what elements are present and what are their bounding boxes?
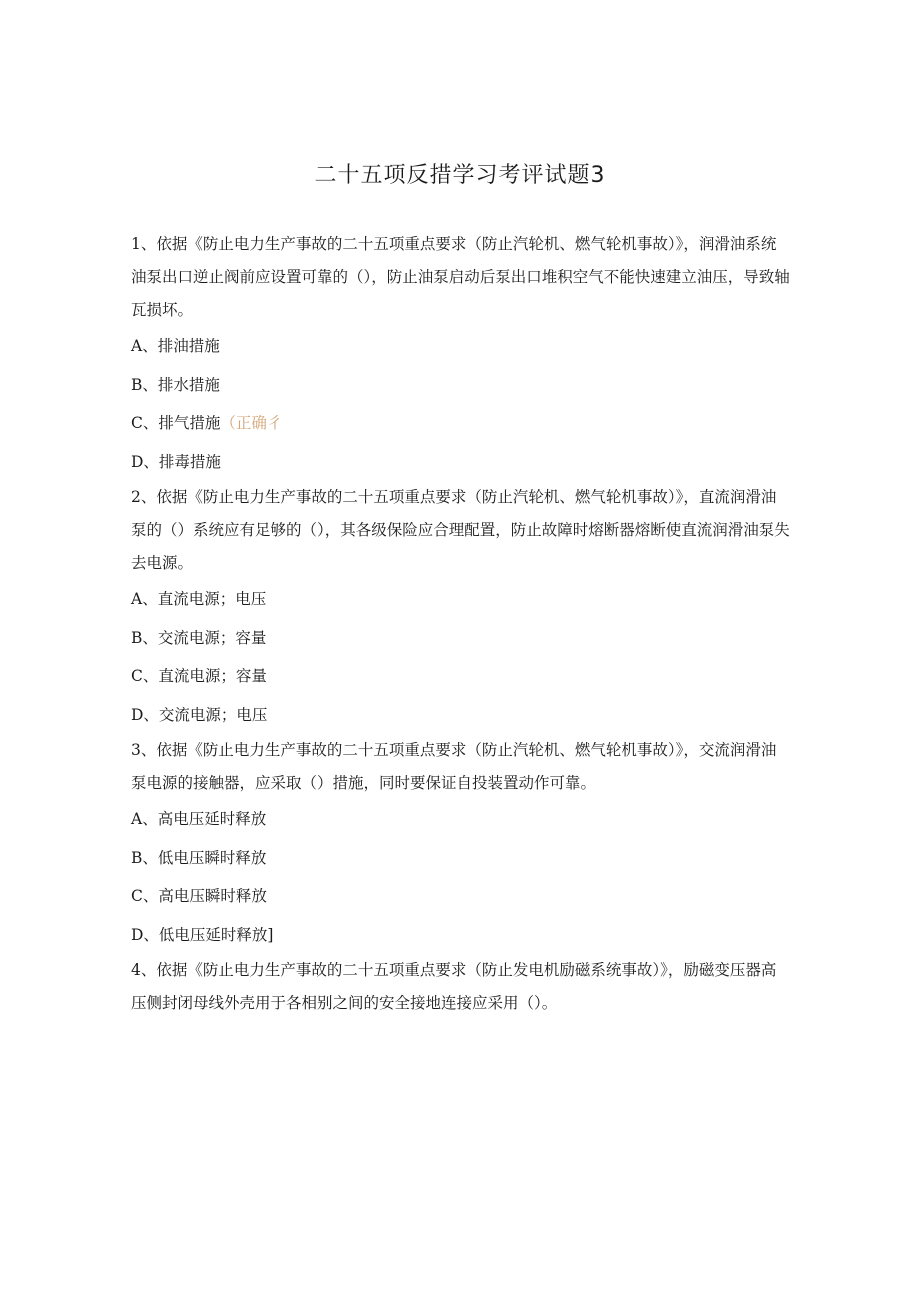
- question-3: [131, 734, 791, 954]
- option-c: C、高电压瞬时释放: [131, 887, 267, 905]
- question-list: [131, 228, 791, 1020]
- page-title: 二十五项反措学习考评试题3: [314, 163, 606, 188]
- option-a: A、排油措施: [131, 337, 220, 355]
- question-1: [131, 228, 791, 481]
- option-b: B、交流电源；容量: [131, 628, 267, 647]
- option-d: D、排毒措施: [131, 452, 221, 471]
- question-text: 3、依据《防止电力生产事故的二十五项重点要求（防止汽轮机、燃气轮机事故）》，交流润滑油泵电源的接触器，应采取（）措施，同时要保证自投装置动作可靠。: [131, 741, 777, 792]
- option-a: A、直流电源；电压: [131, 590, 267, 608]
- correct-answer-mark: （正确彳: [220, 414, 283, 432]
- option-c: [131, 404, 791, 443]
- question-2: [131, 481, 791, 734]
- option-d: D、交流电源；电压: [131, 705, 268, 724]
- option-d: D、低电压延时释放]: [131, 925, 274, 944]
- question-text: 2、依据《防止电力生产事故的二十五项重点要求（防止汽轮机、燃气轮机事故）》，直流润滑油泵的（）系统应有足够的（），其各级保险应合理配置，防止故障时熔断器熔断使直流润滑油泵失去电源。: [131, 488, 790, 572]
- option-c-label: C、排气措施: [131, 414, 221, 432]
- option-b: B、低电压瞬时释放: [131, 848, 267, 867]
- option-c: C、直流电源；容量: [131, 667, 267, 685]
- option-b: B、排水措施: [131, 375, 220, 394]
- option-a: A、高电压延时释放: [131, 810, 267, 828]
- question-text: 4、依据《防止电力生产事故的二十五项重点要求（防止发电机励磁系统事故）》，励磁变压器高压侧封闭母线外壳用于各相别之间的安全接地连接应采用（）。: [131, 961, 777, 1012]
- question-text: 1、依据《防止电力生产事故的二十五项重点要求（防止汽轮机、燃气轮机事故）》，润滑油系统油泵出口逆止阀前应设置可靠的（），防止油泵启动后泵出口堆积空气不能快速建立油压，导致轴瓦损坏。: [131, 235, 790, 319]
- question-4: [131, 954, 791, 1020]
